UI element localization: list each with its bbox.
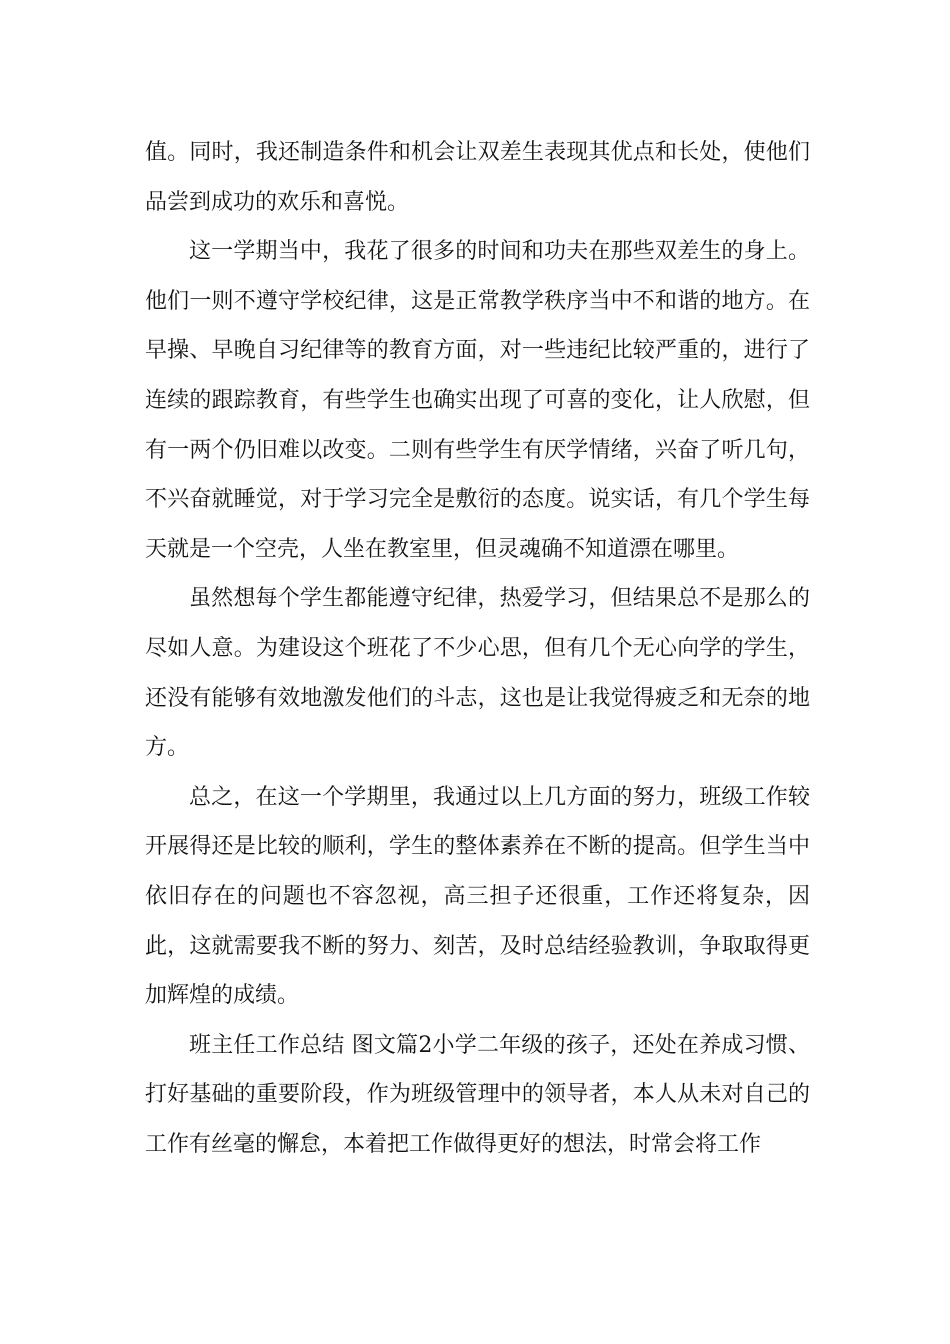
document-body	[145, 128, 810, 1169]
paragraph-4: 总之，在这一个学期里，我通过以上几方面的努力，班级工作较开展得还是比较的顺利，学生的整体素养在不断的提高。但学生当中依旧存在的问题也不容忽视，高三担子还很重，工作还将复杂，因此，这就需要我不断的努力、刻苦，及时总结经验教训，争取取得更加辉煌的成绩。	[145, 784, 810, 1009]
paragraph-5: 班主任工作总结 图文篇2小学二年级的孩子，还处在养成习惯、打好基础的重要阶段，作为班级管理中的领导者，本人从未对自己的工作有丝毫的懈怠，本着把工作做得更好的想法，时常会将工作	[145, 1032, 810, 1157]
paragraph-2: 这一学期当中，我花了很多的时间和功夫在那些双差生的身上。他们一则不遵守学校纪律，这是正常教学秩序当中不和谐的地方。在早操、早晚自习纪律等的教育方面，对一些违纪比较严重的，进行了连续的跟踪教育，有些学生也确实出现了可喜的变化，让人欣慰，但有一两个仍旧难以改变。二则有些学生有厌学情绪，兴奋了听几句，不兴奋就睡觉，对于学习完全是敷衍的态度。说实话，有几个学生每天就是一个空壳，人坐在教室里，但灵魂确不知道漂在哪里。	[145, 239, 810, 562]
paragraph-3: 虽然想每个学生都能遵守纪律，热爱学习，但结果总不是那么的尽如人意。为建设这个班花了不少心思，但有几个无心向学的学生，还没有能够有效地激发他们的斗志，这也是让我觉得疲乏和无奈的地方。	[145, 586, 810, 761]
paragraph-1: 值。同时，我还制造条件和机会让双差生表现其优点和长处，使他们品尝到成功的欢乐和喜悦。	[145, 140, 810, 215]
